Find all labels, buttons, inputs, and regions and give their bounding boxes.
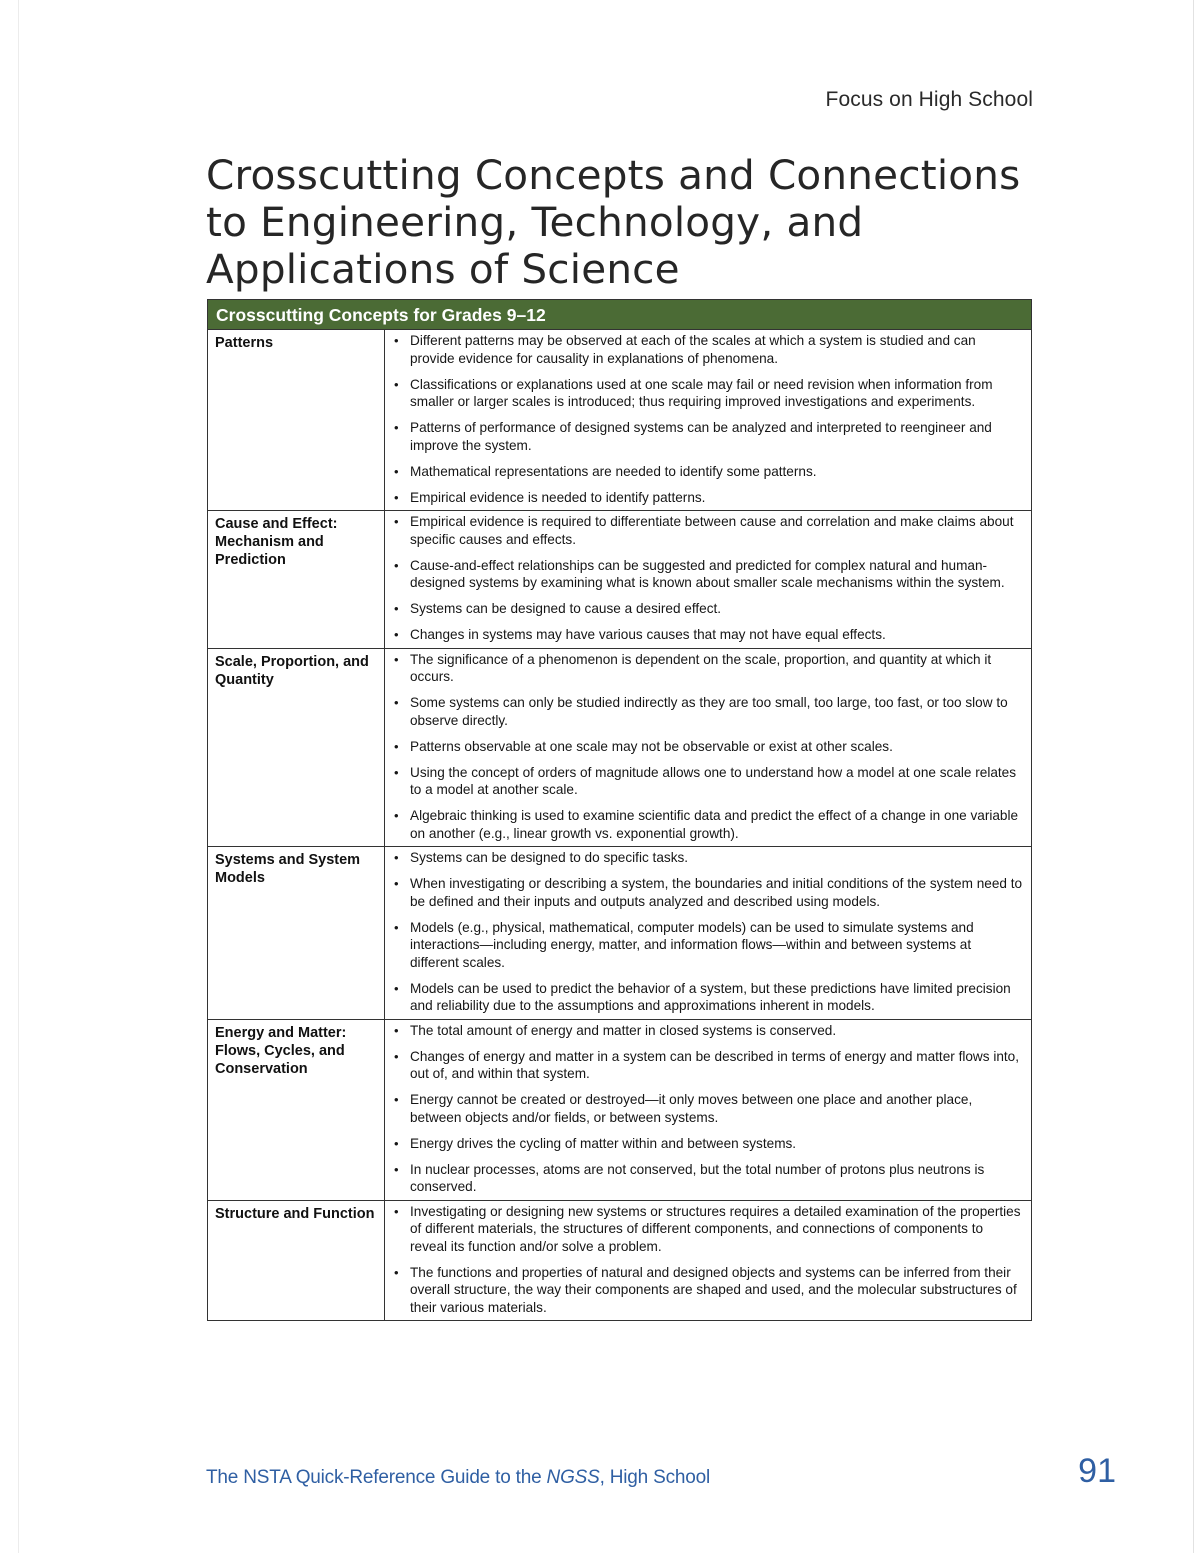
- statement-item: • Models can be used to predict the behavior of a system, but these predictions have limited precision and reliability due to the assumptions and approximations inherent in models.: [393, 980, 1023, 1015]
- statement-item: • Different patterns may be observed at each of the scales at which a system is studied and can provide evidence for causality in explanations of phenomena.: [393, 332, 1023, 367]
- footer-italic: NGSS: [546, 1467, 600, 1488]
- statement-item: • Algebraic thinking is used to examine scientific data and predict the effect of a change in one variable on another (e.g., linear growth vs. exponential growth).: [393, 807, 1023, 842]
- concept-statements-cell: [385, 511, 1032, 649]
- statement-item: • Cause-and-effect relationships can be suggested and predicted for complex natural and human-designed systems by examining what is known about smaller scale mechanisms within the system.: [393, 557, 1023, 592]
- statement-item: • Some systems can only be studied indirectly as they are too small, too large, too fast, or too slow to observe directly.: [393, 694, 1023, 729]
- statement-item: • Energy cannot be created or destroyed—it only moves between one place and another place, between objects and/or fields, or between systems.: [393, 1091, 1023, 1126]
- concept-name: Energy and Matter: Flows, Cycles, and Conservation: [215, 1024, 347, 1077]
- statement-item: • Systems can be designed to do specific tasks.: [393, 849, 1023, 867]
- statement-item: • When investigating or describing a system, the boundaries and initial conditions of the system need to be defined and their inputs and outputs analyzed and described using models.: [393, 875, 1023, 910]
- statement-list: [385, 847, 1031, 1019]
- table-body: [208, 330, 1032, 1321]
- statement-item: • Empirical evidence is required to differentiate between cause and correlation and make claims about specific causes and effects.: [393, 513, 1023, 548]
- table-row: [208, 648, 1032, 847]
- statement-item: • Using the concept of orders of magnitude allows one to understand how a model at one scale relates to a model at another scale.: [393, 764, 1023, 799]
- statement-list: [385, 330, 1031, 510]
- scan-edge-right: [1193, 0, 1194, 1553]
- concept-statements-cell: [385, 1019, 1032, 1200]
- statement-item: • Mathematical representations are needed to identify some patterns.: [393, 463, 1023, 481]
- concept-statements-cell: [385, 648, 1032, 847]
- page-title: Crosscutting Concepts and Connections to Engineering, Technology, and Applications of Science: [206, 151, 1021, 293]
- scan-edge-left: [18, 0, 19, 1553]
- statement-list: [385, 511, 1031, 648]
- statement-item: • In nuclear processes, atoms are not conserved, but the total number of protons plus neutrons is conserved.: [393, 1161, 1023, 1196]
- footer-suffix: , High School: [599, 1467, 711, 1488]
- concept-statements-cell: [385, 330, 1032, 511]
- crosscutting-concepts-table: [207, 299, 1032, 1321]
- statement-item: • Changes in systems may have various causes that may not have equal effects.: [393, 626, 1023, 644]
- table-header-row: [208, 300, 1032, 330]
- table-row: [208, 1200, 1032, 1321]
- statement-list: [385, 1201, 1031, 1321]
- page-number: 91: [1078, 1452, 1116, 1490]
- statement-item: • The functions and properties of natural and designed objects and systems can be inferred from their overall structure, the way their components are shaped and used, and the molecular substructures of their various materials.: [393, 1264, 1023, 1317]
- statement-item: • The significance of a phenomenon is dependent on the scale, proportion, and quantity at which it occurs.: [393, 651, 1023, 686]
- statement-item: • Changes of energy and matter in a system can be described in terms of energy and matter flows into, out of, and within that system.: [393, 1048, 1023, 1083]
- statement-item: • Models (e.g., physical, mathematical, computer models) can be used to simulate systems and interactions—including energy, matter, and information flows—within and between systems at different scales.: [393, 919, 1023, 972]
- concept-name: Systems and System Models: [215, 852, 361, 886]
- concept-name: Patterns: [215, 335, 274, 351]
- footer-citation: [206, 1467, 710, 1489]
- table-header: Crosscutting Concepts for Grades 9–12: [208, 300, 1032, 330]
- table-row: [208, 1019, 1032, 1200]
- concept-name: Structure and Function: [215, 1205, 375, 1222]
- table-row: [208, 847, 1032, 1020]
- concept-cell: [208, 1200, 385, 1321]
- concept-cell: [208, 1019, 385, 1200]
- statement-item: • Patterns of performance of designed systems can be analyzed and interpreted to reengineer and improve the system.: [393, 419, 1023, 454]
- concept-cell: [208, 648, 385, 847]
- concept-name: Scale, Proportion, and Quantity: [215, 653, 369, 688]
- running-head: Focus on High School: [825, 88, 1033, 111]
- concept-cell: [208, 847, 385, 1020]
- statement-item: • Energy drives the cycling of matter within and between systems.: [393, 1135, 1023, 1153]
- statement-item: • Classifications or explanations used at one scale may fail or need revision when information from smaller or larger scales is introduced; thus requiring improved investigations and experiments.: [393, 376, 1023, 411]
- statement-list: [385, 649, 1031, 847]
- table-row: [208, 511, 1032, 649]
- footer-prefix: The NSTA Quick-Reference Guide to the: [206, 1467, 547, 1488]
- concept-statements-cell: [385, 847, 1032, 1020]
- statement-item: • The total amount of energy and matter in closed systems is conserved.: [393, 1022, 1023, 1040]
- statement-item: • Empirical evidence is needed to identify patterns.: [393, 489, 1023, 507]
- table-row: [208, 330, 1032, 511]
- statement-item: • Investigating or designing new systems or structures requires a detailed examination of the properties of different materials, the structures of different components, and connections of components to reveal its function and/or solve a problem.: [393, 1203, 1023, 1256]
- concept-cell: [208, 330, 385, 511]
- concept-name: Cause and Effect: Mechanism and Prediction: [215, 516, 338, 568]
- statement-item: • Systems can be designed to cause a desired effect.: [393, 600, 1023, 618]
- statement-item: • Patterns observable at one scale may not be observable or exist at other scales.: [393, 738, 1023, 756]
- concept-cell: [208, 511, 385, 649]
- statement-list: [385, 1020, 1031, 1200]
- concept-statements-cell: [385, 1200, 1032, 1321]
